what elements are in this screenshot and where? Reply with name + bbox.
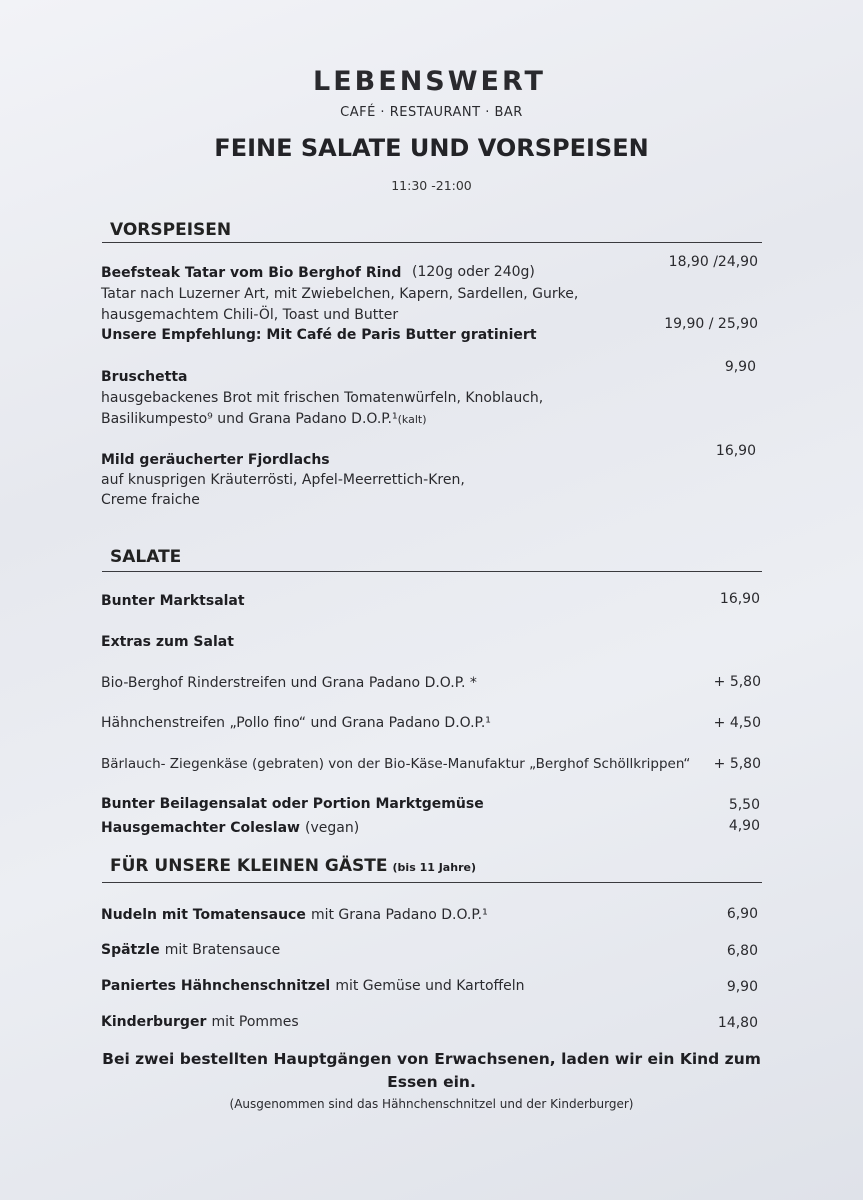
item-price-recommendation: 19,90 / 25,90 xyxy=(664,316,758,332)
item-name-bruschetta: Bruschetta xyxy=(101,369,188,385)
item-name-coleslaw: Hausgemachter Coleslaw xyxy=(101,820,300,836)
item-note-vegan: (vegan) xyxy=(305,820,360,836)
item-desc-tatar-2: hausgemachtem Chili-Öl, Toast und Butter xyxy=(101,307,399,323)
section-divider xyxy=(102,882,762,883)
item-price-lachs: 16,90 xyxy=(715,443,756,459)
brand-logo: LEBENSWERT xyxy=(313,66,546,97)
brand-tagline: CAFÉ · RESTAURANT · BAR xyxy=(340,105,523,120)
kids-item-burger: Kinderburger mit Pommes xyxy=(101,1014,299,1030)
kids-item-schnitzel: Paniertes Hähnchenschnitzel mit Gemüse und Kartoffeln xyxy=(101,978,525,994)
item-note-kalt: (kalt) xyxy=(397,413,427,426)
item-desc-bruschetta-2: Basilikumpesto⁹ und Grana Padano D.O.P.¹(kalt) xyxy=(101,411,427,427)
page-title: FEINE SALATE UND VORSPEISEN xyxy=(214,134,649,162)
item-portion-tatar: (120g oder 240g) xyxy=(412,264,535,280)
extra-item-ziegenkaese: Bärlauch- Ziegenkäse (gebraten) von der Bio-Käse-Manufaktur „Berghof Schöllkrippen“ xyxy=(101,756,691,772)
item-desc-lachs-2: Creme fraiche xyxy=(101,492,200,508)
section-divider xyxy=(102,242,762,243)
age-note: (bis 11 Jahre) xyxy=(392,861,476,874)
item-recommendation: Unsere Empfehlung: Mit Café de Paris Butter gratiniert xyxy=(101,327,537,343)
item-price-marktsalat: 16,90 xyxy=(719,591,760,607)
item-desc-tatar-1: Tatar nach Luzerner Art, mit Zwiebelchen, Kapern, Sardellen, Gurke, xyxy=(101,286,579,302)
extra-item-rinderstreifen: Bio-Berghof Rinderstreifen und Grana Padano D.O.P. * xyxy=(101,675,477,691)
extras-heading: Extras zum Salat xyxy=(101,634,234,650)
kids-item-nudeln: Nudeln mit Tomatensauce mit Grana Padano D.O.P.¹ xyxy=(101,907,488,923)
section-divider xyxy=(102,571,762,572)
item-price-bruschetta: 9,90 xyxy=(724,359,756,375)
kids-price-spaetzle: 6,80 xyxy=(726,943,758,959)
extra-price-rinderstreifen: + 5,80 xyxy=(713,674,761,690)
item-price-tatar: 18,90 /24,90 xyxy=(668,254,758,270)
footer-note-line-1: Bei zwei bestellten Hauptgängen von Erwachsenen, laden wir ein Kind zum xyxy=(102,1050,761,1068)
item-name-marktsalat: Bunter Marktsalat xyxy=(101,593,245,609)
extra-price-haehnchen: + 4,50 xyxy=(713,715,761,731)
item-coleslaw xyxy=(101,817,359,836)
kids-price-schnitzel: 9,90 xyxy=(726,979,758,995)
footer-subnote: (Ausgenommen sind das Hähnchenschnitzel und der Kinderburger) xyxy=(229,1097,634,1111)
item-price-beilagensalat: 5,50 xyxy=(728,797,760,813)
extra-item-haehnchen: Hähnchenstreifen „Pollo fino“ und Grana Padano D.O.P.¹ xyxy=(101,715,491,731)
opening-hours: 11:30 -21:00 xyxy=(391,178,472,193)
item-price-coleslaw: 4,90 xyxy=(728,818,760,834)
section-heading-salate: SALATE xyxy=(110,547,182,567)
section-heading-vorspeisen: VORSPEISEN xyxy=(110,220,232,240)
extra-price-ziegenkaese: + 5,80 xyxy=(713,756,761,772)
kids-item-spaetzle: Spätzle mit Bratensauce xyxy=(101,942,281,958)
kids-price-nudeln: 6,90 xyxy=(726,906,758,922)
item-desc-lachs-1: auf knusprigen Kräuterrösti, Apfel-Meerrettich-Kren, xyxy=(101,472,465,488)
item-name-tatar: Beefsteak Tatar vom Bio Berghof Rind xyxy=(101,265,402,281)
item-name-lachs: Mild geräucherter Fjordlachs xyxy=(101,452,330,468)
section-heading-kinder: FÜR UNSERE KLEINEN GÄSTE (bis 11 Jahre) xyxy=(110,856,476,876)
item-desc-bruschetta-1: hausgebackenes Brot mit frischen Tomatenwürfeln, Knoblauch, xyxy=(101,390,544,406)
footer-note-line-2: Essen ein. xyxy=(387,1073,476,1091)
item-name-beilagensalat: Bunter Beilagensalat oder Portion Marktgemüse xyxy=(101,796,484,812)
kids-price-burger: 14,80 xyxy=(717,1015,758,1031)
